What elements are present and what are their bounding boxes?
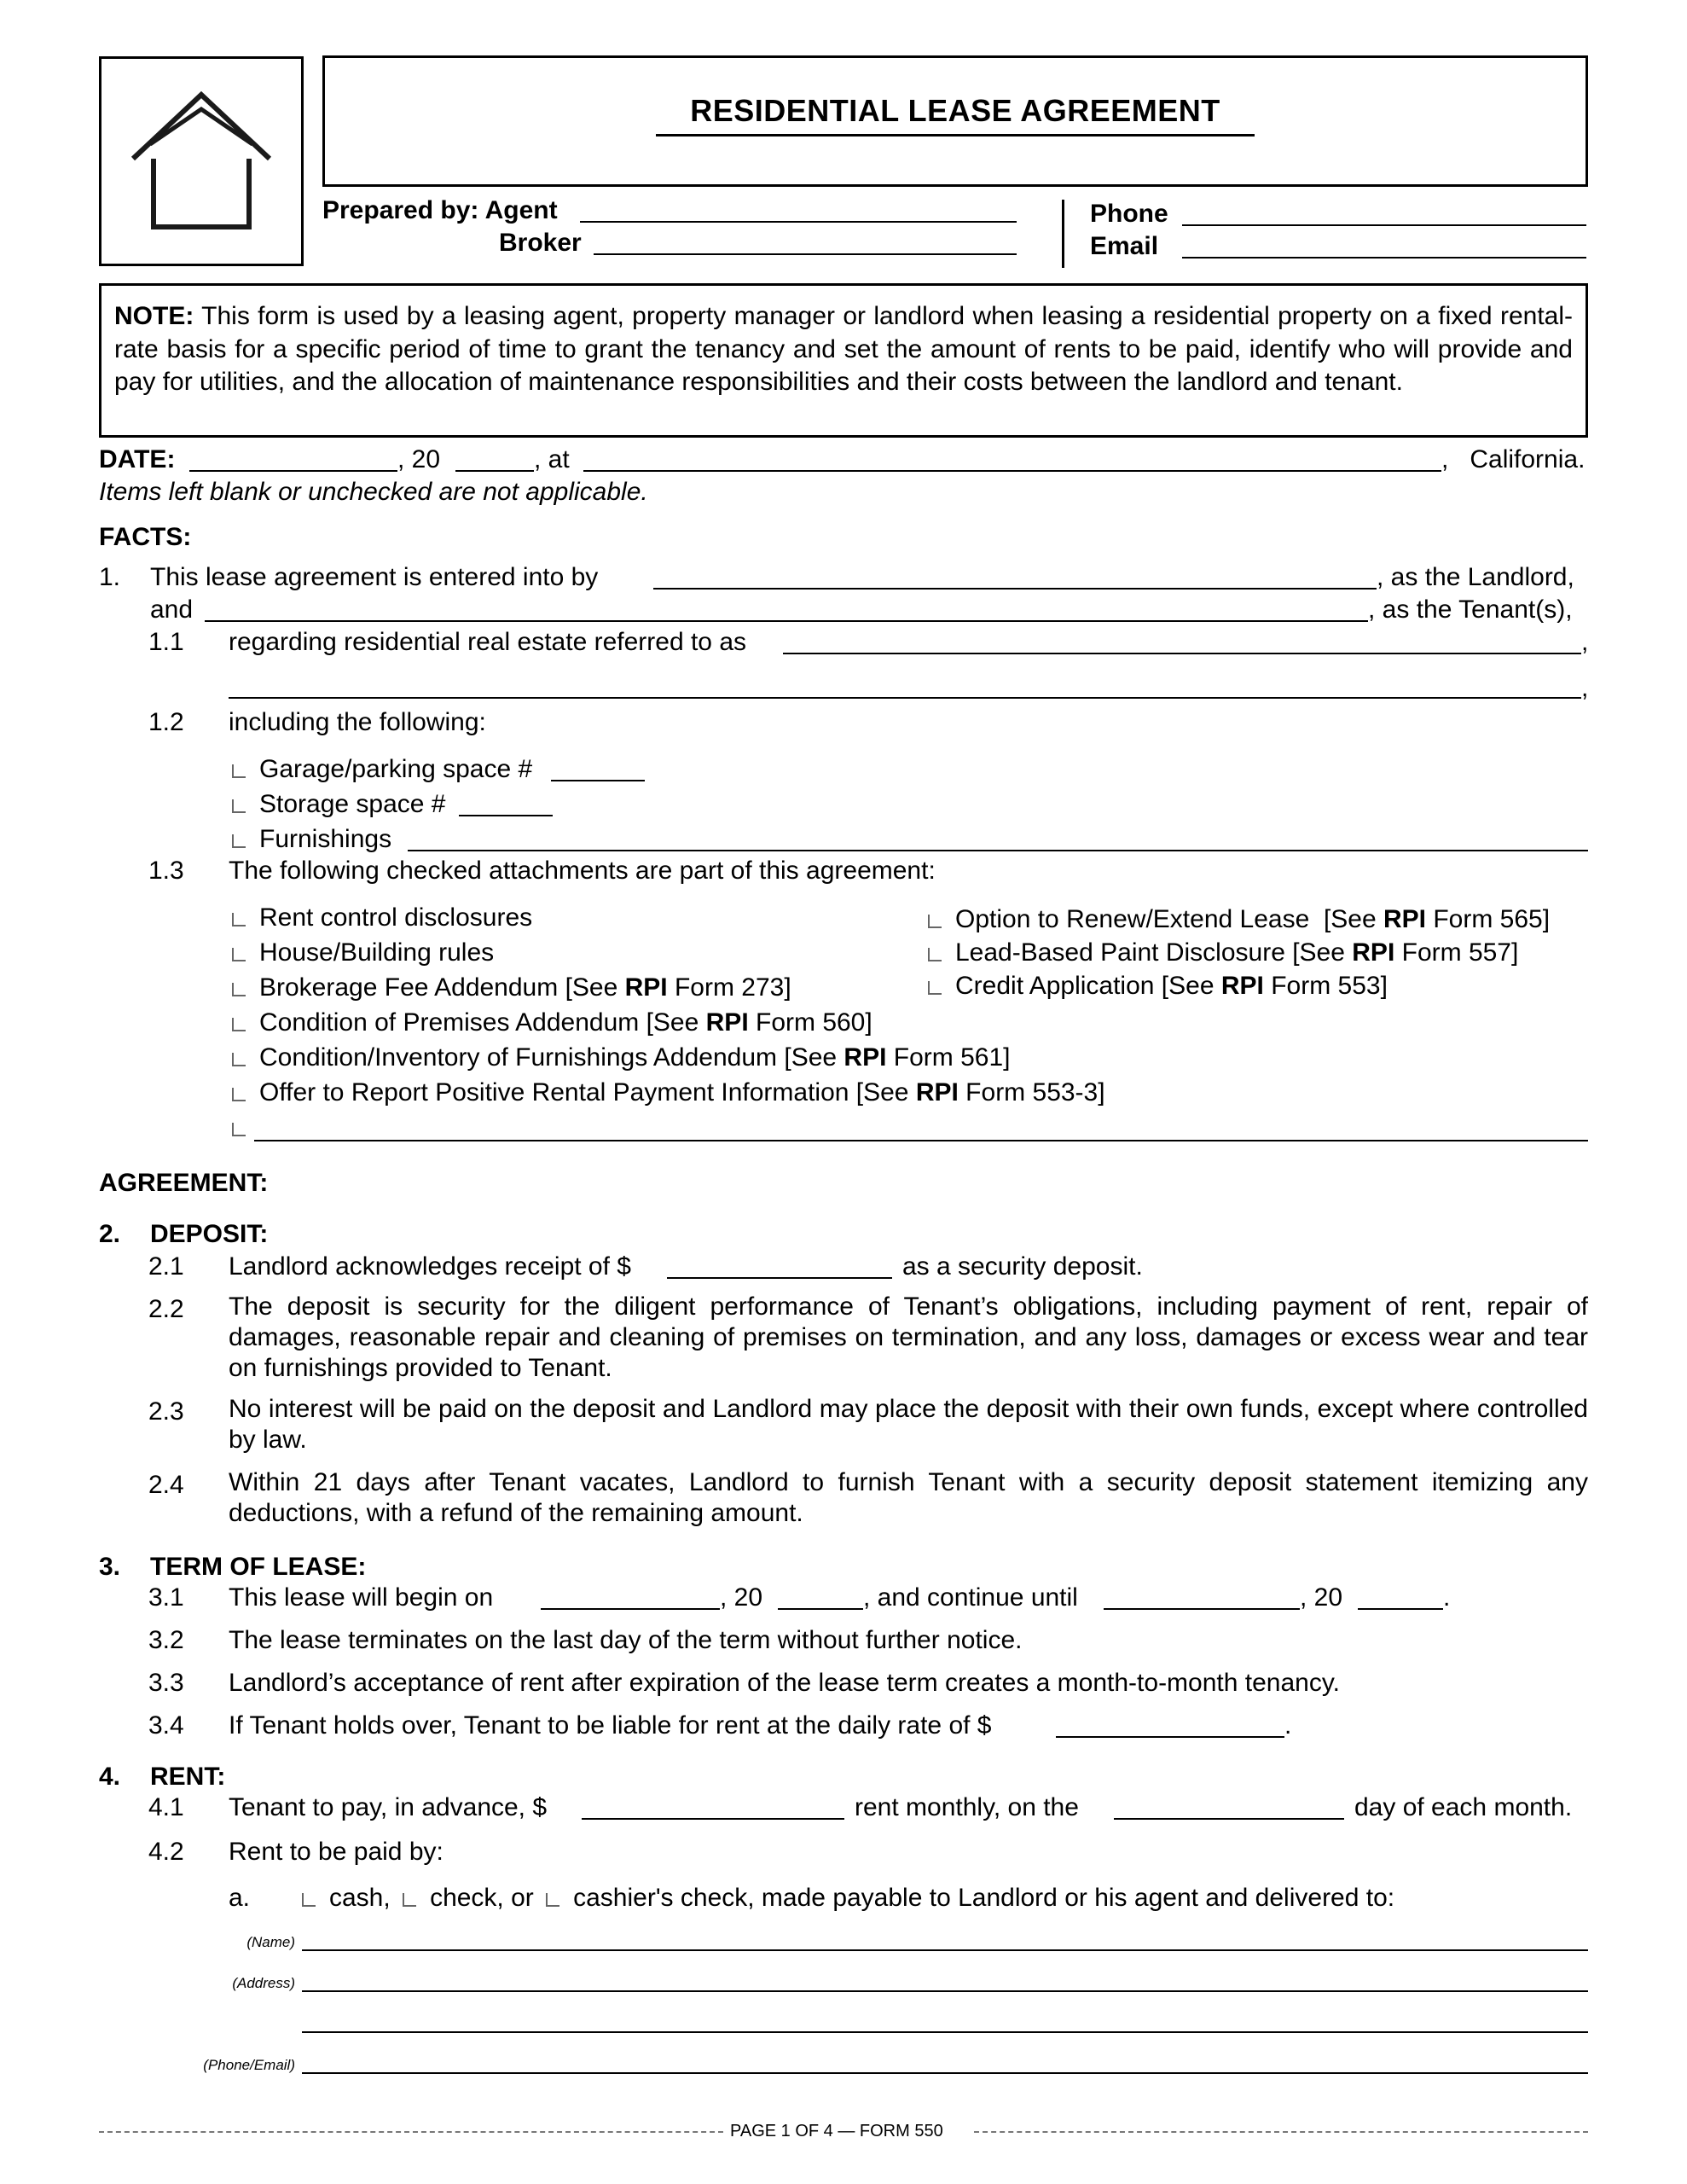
storage-number-field[interactable] <box>459 815 553 816</box>
section-2-2-number: 2.2 <box>148 1295 184 1323</box>
section-2-4-text: Within 21 days after Tenant vacates, Landlord to furnish Tenant with a security deposit statement itemizing any deductions, with a refund of the remaining amount. <box>229 1468 1588 1527</box>
broker-label: Broker <box>499 229 582 257</box>
state-label: , California. <box>1441 445 1586 473</box>
date-year-field[interactable] <box>455 470 534 472</box>
section-4-1-number: 4.1 <box>148 1793 184 1821</box>
comma-2: , <box>1581 674 1589 702</box>
deposit-heading: DEPOSIT: <box>150 1220 269 1248</box>
section-4-2-text: Rent to be paid by: <box>229 1838 443 1866</box>
attachment-form: Form 273] <box>667 973 791 1002</box>
deposit-amount-field[interactable] <box>667 1277 892 1279</box>
furnishings-item[interactable] <box>232 827 391 852</box>
section-3-2-text: The lease terminates on the last day of the term without further notice. <box>229 1626 1023 1654</box>
garage-label: Garage/parking space # <box>259 755 533 783</box>
property-field-2[interactable] <box>229 697 1581 699</box>
section-4-2-number: 4.2 <box>148 1838 184 1866</box>
agreement-heading: AGREEMENT: <box>99 1169 269 1197</box>
attachment-label: House/Building rules <box>259 938 495 967</box>
section-2-number: 2. <box>99 1220 121 1248</box>
section-3-4-number: 3.4 <box>148 1711 184 1740</box>
attachment-checkbox[interactable] <box>928 981 942 995</box>
attachment-checkbox[interactable] <box>232 1123 246 1136</box>
furnishings-label: Furnishings <box>259 825 392 853</box>
section-1-1-number: 1.1 <box>148 628 184 656</box>
house-icon <box>99 56 304 266</box>
landlord-field[interactable] <box>653 588 1377 590</box>
section-1-1-text: regarding residential real estate referred to as <box>229 628 747 656</box>
tenant-label: , as the Tenant(s), <box>1368 595 1573 624</box>
attachment-form: Form 557] <box>1394 938 1519 967</box>
phone-field[interactable] <box>1182 224 1586 226</box>
other-attachment-field[interactable] <box>254 1140 1588 1141</box>
rpi-label: RPI <box>1220 972 1264 1000</box>
attachment-form: Form 560] <box>748 1008 872 1037</box>
end-year-field[interactable] <box>1358 1608 1443 1610</box>
note-box <box>99 283 1588 438</box>
attachment-label: Option to Renew/Extend Lease [See <box>955 905 1383 933</box>
payee-address-field-2[interactable] <box>302 2031 1588 2033</box>
rpi-label: RPI <box>1383 905 1427 933</box>
attachment-checkbox[interactable] <box>232 983 246 996</box>
attachment-item[interactable] <box>928 907 1550 932</box>
continue-until-label: , and continue until <box>863 1583 1078 1612</box>
logo-box <box>99 56 304 266</box>
attachment-checkbox[interactable] <box>232 948 246 961</box>
location-field[interactable] <box>583 470 1441 472</box>
section-3-4-text: If Tenant holds over, Tenant to be liable for rent at the daily rate of $ <box>229 1711 992 1740</box>
attachment-item[interactable] <box>928 973 1388 999</box>
landlord-label: , as the Landlord, <box>1377 563 1574 591</box>
date-label: DATE: <box>99 445 176 473</box>
attachment-label: Brokerage Fee Addendum [See <box>259 973 625 1002</box>
rpi-label: RPI <box>844 1043 887 1072</box>
facts-heading: FACTS: <box>99 523 192 551</box>
payment-a-label: a. <box>229 1884 251 1912</box>
garage-item[interactable] <box>232 757 532 782</box>
date-field[interactable] <box>189 470 397 472</box>
attachment-item[interactable] <box>232 1045 1011 1071</box>
check-label: check, or <box>430 1884 534 1912</box>
agent-field[interactable] <box>580 221 1017 223</box>
section-3-number: 3. <box>99 1553 121 1581</box>
begin-date-field[interactable] <box>541 1608 720 1610</box>
header-divider <box>1062 200 1064 268</box>
section-4-1-text: Tenant to pay, in advance, $ <box>229 1793 548 1821</box>
period: . <box>1443 1583 1451 1612</box>
payee-phone-field[interactable] <box>302 2072 1588 2074</box>
note-body: This form is used by a leasing agent, property manager or landlord when leasing a residential property on a fixed rental-rate basis for a specific period of time to grant the tenancy and set the amount of rents to be paid, identify who will provide and pay for utilities, and the allocation of maintenance responsibilities and their costs between the landlord and tenant. <box>114 302 1573 396</box>
and-label: and <box>150 595 194 624</box>
attachment-item[interactable] <box>232 1080 1105 1106</box>
attachment-item[interactable] <box>232 940 494 966</box>
date-year-prefix: , 20 <box>397 445 441 473</box>
cashiers-check-checkbox[interactable] <box>546 1893 559 1907</box>
date-at: , at <box>534 445 570 473</box>
note-label: NOTE: <box>114 302 194 330</box>
cash-label: cash, <box>329 1884 391 1912</box>
section-2-1-number: 2.1 <box>148 1252 184 1281</box>
end-year-prefix: , 20 <box>1300 1583 1343 1612</box>
payee-name-field[interactable] <box>302 1949 1588 1951</box>
attachment-item[interactable] <box>232 975 791 1001</box>
section-2-1-post: as a security deposit. <box>902 1252 1143 1281</box>
broker-field[interactable] <box>594 253 1017 255</box>
begin-year-field[interactable] <box>778 1608 863 1610</box>
tenant-field[interactable] <box>205 620 1368 622</box>
attachment-checkbox[interactable] <box>232 1018 246 1031</box>
footer-rule-left <box>99 2131 723 2133</box>
garage-number-field[interactable] <box>551 780 645 781</box>
end-date-field[interactable] <box>1104 1608 1300 1610</box>
payee-phone-label: (Phone/Email) <box>203 2057 295 2073</box>
page-footer: PAGE 1 OF 4 — FORM 550 <box>730 2122 943 2140</box>
section-4-1-mid: rent monthly, on the <box>855 1793 1079 1821</box>
section-2-2-text: The deposit is security for the diligent performance of Tenant’s obligations, including payment of rent, repair of damages, reasonable repair and cleaning of premises on termination, and any loss, damages or excess wear and tear on furnishings provided to Tenant. <box>229 1292 1588 1382</box>
section-1-2-text: including the following: <box>229 708 486 736</box>
item-1-number: 1. <box>99 563 121 591</box>
email-label: Email <box>1090 232 1159 260</box>
rent-amount-field[interactable] <box>582 1818 844 1820</box>
storage-label: Storage space # <box>259 790 446 818</box>
prepared-by-label: Prepared by: Agent <box>322 196 558 224</box>
title-box <box>322 55 1588 187</box>
section-1-3-number: 1.3 <box>148 857 184 885</box>
rent-day-field[interactable] <box>1114 1818 1344 1820</box>
section-3-1-text: This lease will begin on <box>229 1583 494 1612</box>
period: . <box>1284 1711 1292 1740</box>
attachment-checkbox[interactable] <box>232 1053 246 1066</box>
rpi-label: RPI <box>915 1078 959 1107</box>
storage-checkbox[interactable] <box>232 799 246 813</box>
item-1-text: This lease agreement is entered into by <box>150 563 599 591</box>
attachment-item-other[interactable] <box>232 1115 259 1141</box>
property-field-1[interactable] <box>783 653 1581 654</box>
rpi-label: RPI <box>1352 938 1395 967</box>
attachment-checkbox[interactable] <box>232 1088 246 1101</box>
section-1-3-text: The following checked attachments are part of this agreement: <box>229 857 936 885</box>
note-text <box>114 300 1573 399</box>
section-3-3-text: Landlord’s acceptance of rent after expiration of the lease term creates a month-to-month tenancy. <box>229 1669 1340 1697</box>
check-checkbox[interactable] <box>403 1893 416 1907</box>
attachment-label: Credit Application [See <box>955 972 1221 1000</box>
comma-1: , <box>1581 628 1589 656</box>
cashiers-check-label: cashier's check, made payable to Landlord or his agent and delivered to: <box>573 1884 1395 1912</box>
footer-rule-right <box>974 2131 1588 2133</box>
section-3-2-number: 3.2 <box>148 1626 184 1654</box>
attachment-label: Condition of Premises Addendum [See <box>259 1008 706 1037</box>
attachment-item[interactable] <box>928 940 1518 966</box>
section-4-1-post: day of each month. <box>1354 1793 1573 1821</box>
attachment-item[interactable] <box>232 905 532 931</box>
rpi-label: RPI <box>624 973 668 1002</box>
attachment-checkbox[interactable] <box>232 913 246 926</box>
attachment-form: Form 553-3] <box>958 1078 1105 1107</box>
attachment-label: Offer to Report Positive Rental Payment Information [See <box>259 1078 916 1107</box>
garage-checkbox[interactable] <box>232 764 246 778</box>
term-heading: TERM OF LEASE: <box>150 1553 367 1581</box>
attachment-form: Form 553] <box>1263 972 1388 1000</box>
section-2-3-text: No interest will be paid on the deposit and Landlord may place the deposit with their own funds, except where controlled by law. <box>229 1395 1588 1454</box>
payee-name-label: (Name) <box>246 1934 295 1950</box>
furnishings-field[interactable] <box>408 850 1588 851</box>
attachment-form: Form 561] <box>886 1043 1011 1072</box>
page-title: RESIDENTIAL LEASE AGREEMENT <box>690 93 1220 128</box>
rpi-label: RPI <box>705 1008 749 1037</box>
attachment-form: Form 565] <box>1426 905 1551 933</box>
section-4-number: 4. <box>99 1763 121 1791</box>
section-2-3-number: 2.3 <box>148 1397 184 1426</box>
rent-heading: RENT: <box>150 1763 226 1791</box>
section-2-1-text: Landlord acknowledges receipt of $ <box>229 1252 631 1281</box>
payee-address-field[interactable] <box>302 1990 1588 1992</box>
holdover-rate-field[interactable] <box>1056 1736 1284 1738</box>
payment-options <box>302 1885 1394 1911</box>
payee-address-label: (Address) <box>232 1975 295 1991</box>
email-field[interactable] <box>1182 257 1586 258</box>
phone-label: Phone <box>1090 200 1168 228</box>
section-3-1-number: 3.1 <box>148 1583 184 1612</box>
section-1-2-number: 1.2 <box>148 708 184 736</box>
storage-item[interactable] <box>232 792 445 817</box>
attachment-label: Condition/Inventory of Furnishings Addendum [See <box>259 1043 844 1072</box>
blank-note: Items left blank or unchecked are not applicable. <box>99 478 648 506</box>
attachment-label: Lead-Based Paint Disclosure [See <box>955 938 1353 967</box>
attachment-checkbox[interactable] <box>928 948 942 961</box>
section-3-3-number: 3.3 <box>148 1669 184 1697</box>
cash-checkbox[interactable] <box>302 1893 316 1907</box>
begin-year-prefix: , 20 <box>720 1583 763 1612</box>
attachment-label: Rent control disclosures <box>259 903 533 932</box>
section-2-4-number: 2.4 <box>148 1471 184 1499</box>
attachment-item[interactable] <box>232 1010 872 1036</box>
attachment-checkbox[interactable] <box>928 915 942 928</box>
furnishings-checkbox[interactable] <box>232 834 246 848</box>
